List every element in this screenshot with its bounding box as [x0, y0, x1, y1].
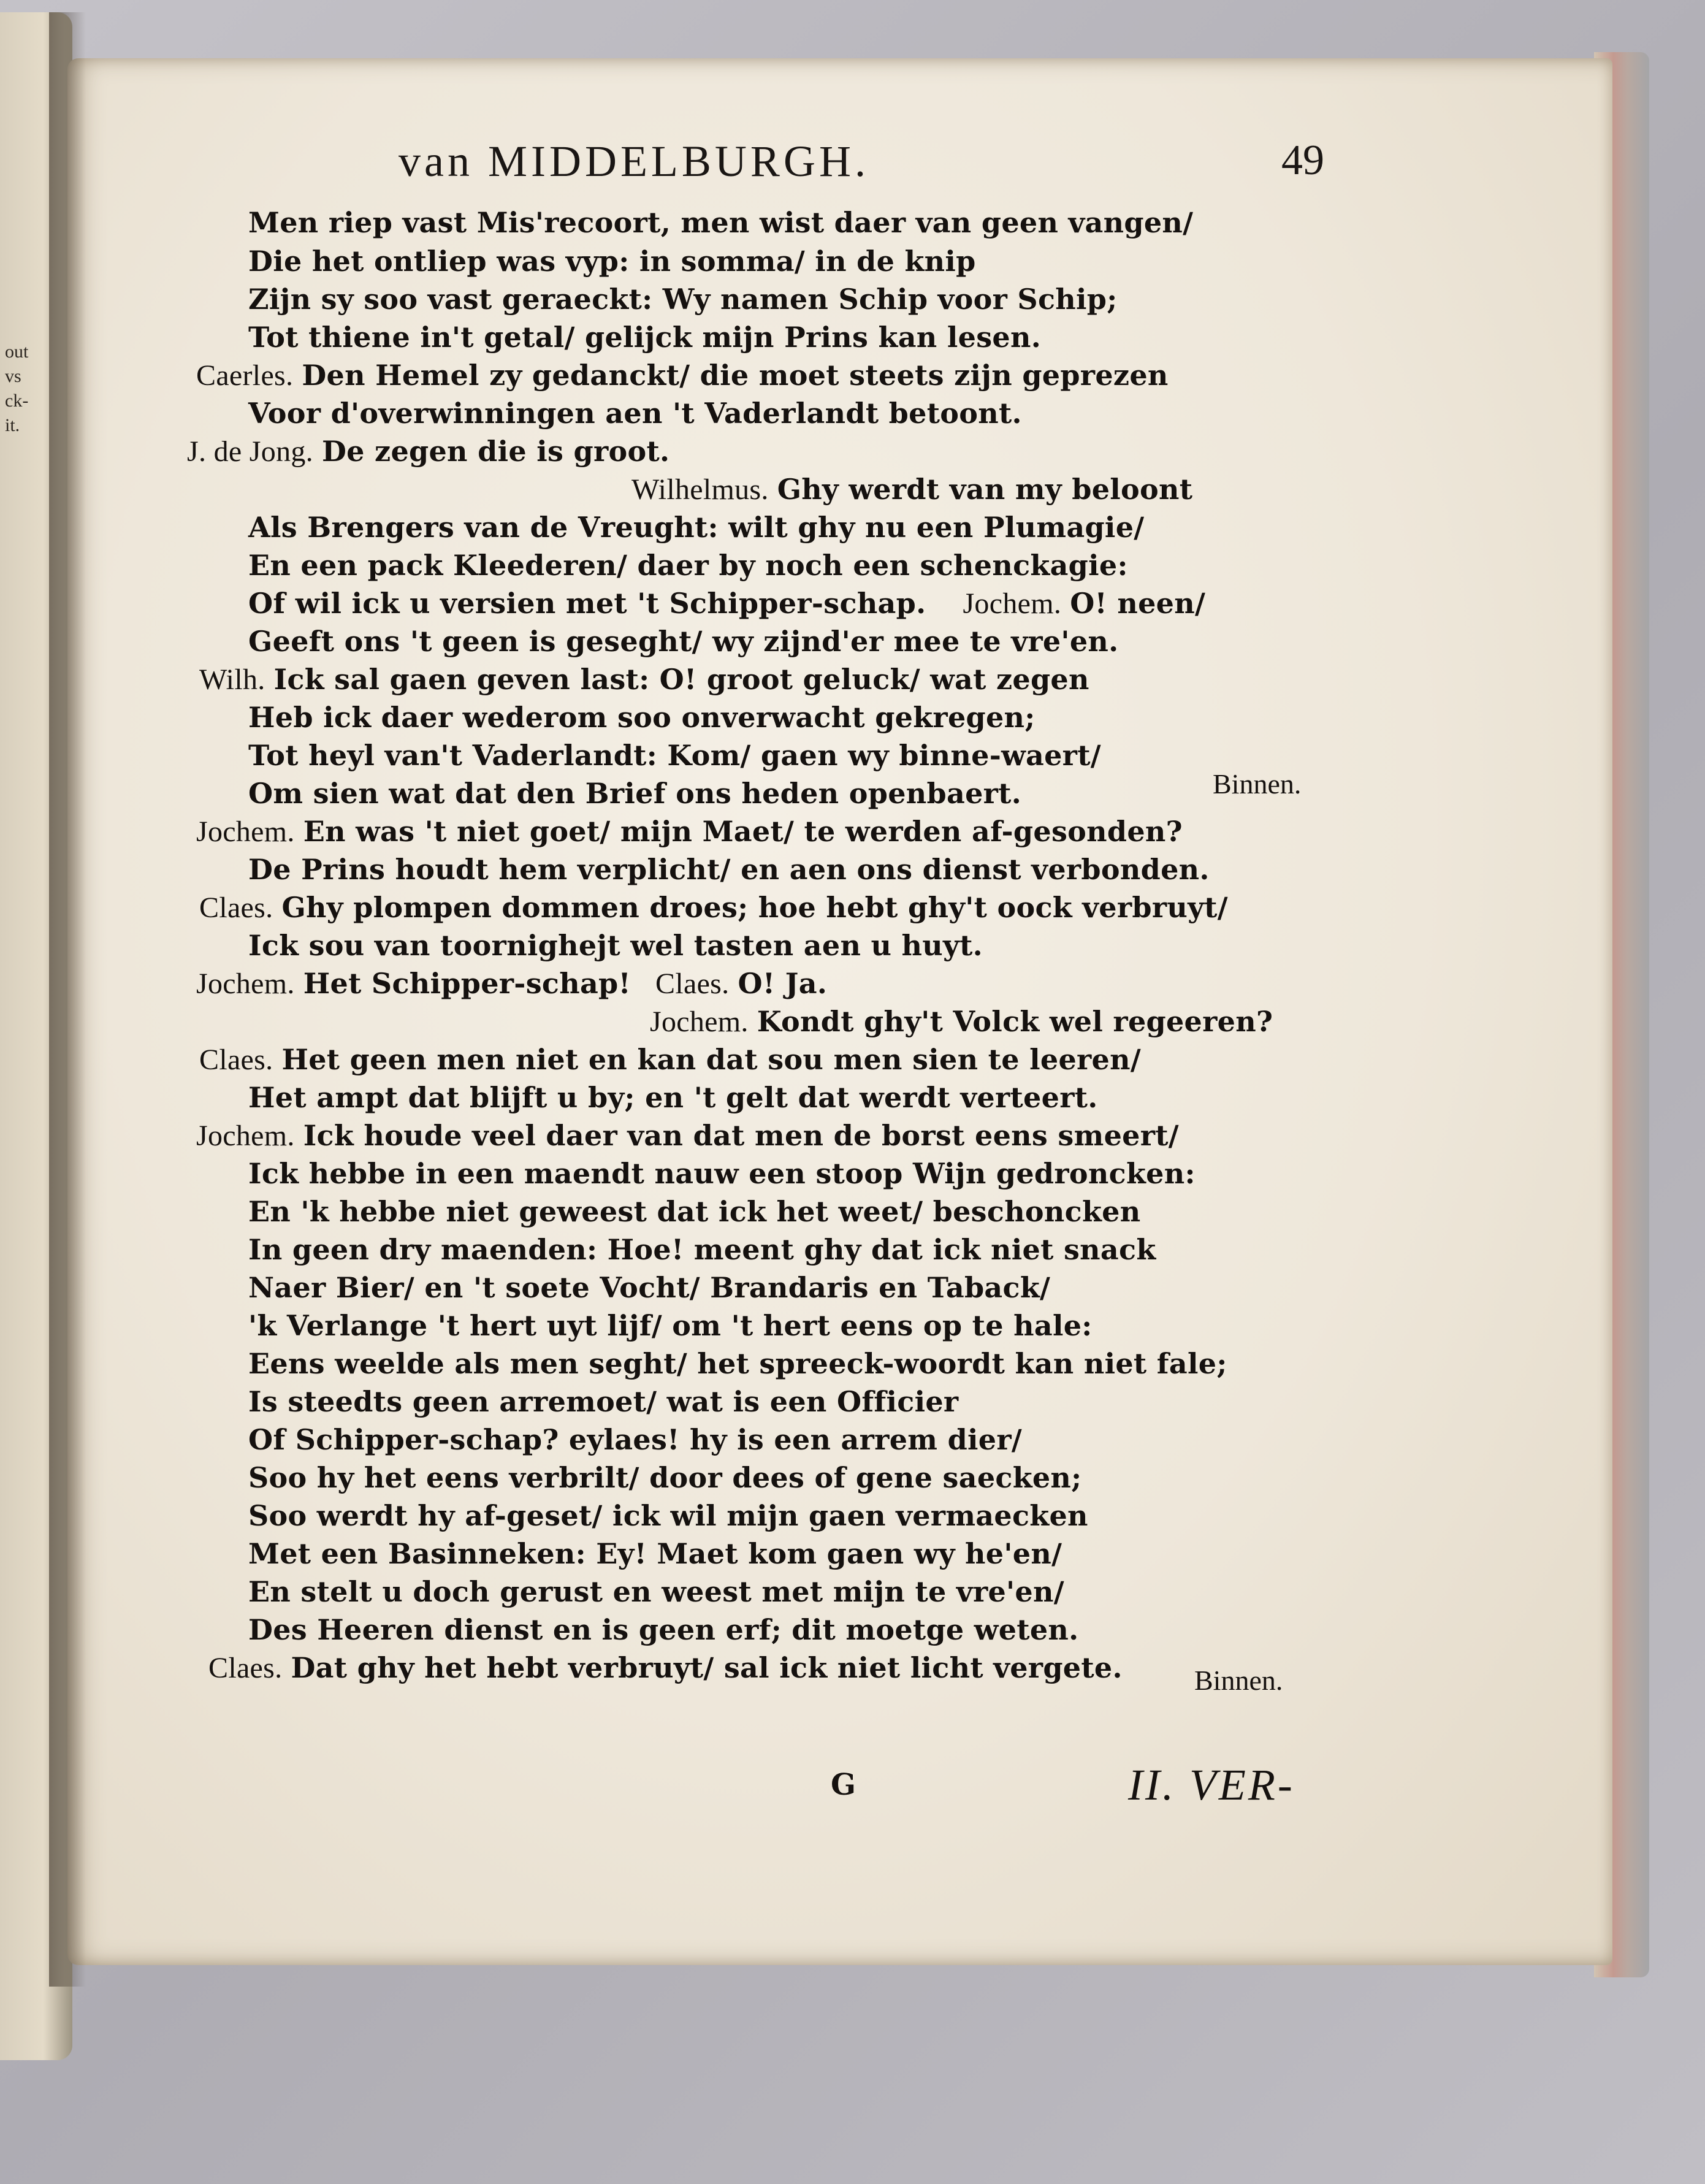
speaker-name: Wilhelmus.	[631, 473, 769, 506]
verse-line-text: O! Ja.	[738, 967, 828, 1000]
verse-line	[248, 1613, 1078, 1647]
verse-line	[248, 1384, 958, 1419]
verse-line	[248, 1537, 1062, 1571]
verse-line	[196, 358, 1169, 393]
verse-line	[196, 966, 827, 1001]
speaker-name: Claes.	[655, 968, 730, 1000]
verse-line-text: Met een Basinneken: Ey! Maet kom gaen wy he'en/	[248, 1537, 1062, 1570]
speaker-name: Jochem.	[650, 1006, 749, 1038]
verse-line	[248, 852, 1210, 887]
verse-line	[631, 472, 1192, 507]
verse-line-text: De Prins houdt hem verplicht/ en aen ons dienst verbonden.	[248, 853, 1210, 886]
verse-line-text: Om sien wat dat den Brief ons heden openbaert.	[248, 777, 1022, 810]
verse-line	[199, 662, 1089, 697]
verse-line-text: O! neen/	[1070, 587, 1206, 620]
verse-line	[208, 1651, 1123, 1686]
verse-line-text: Die het ontliep was vyp: in somma/ in de knip	[248, 245, 976, 278]
verse-line	[248, 282, 1118, 316]
stage-direction: Binnen.	[1213, 768, 1302, 800]
verse-line-text: En stelt u doch gerust en weest met mijn te vre'en/	[248, 1575, 1064, 1608]
speaker-name: Claes.	[199, 1044, 273, 1076]
verse-line-text: Tot thiene in't getal/ gelijck mijn Prins kan lesen.	[248, 321, 1042, 354]
verse-line	[650, 1004, 1273, 1039]
verse-line	[248, 700, 1036, 735]
verse-line-text: Ick sou van toornighejt wel tasten aen u huyt.	[248, 929, 983, 962]
facing-page-fragment: it.	[5, 415, 20, 435]
verse-line	[248, 1575, 1064, 1609]
verse-line-text: Dat ghy het hebt verbruyt/ sal ick niet licht vergete.	[291, 1651, 1123, 1684]
signature-mark: G	[831, 1768, 856, 1802]
verse-line-text: In geen dry maenden: Hoe! meent ghy dat ick niet snack	[248, 1233, 1156, 1266]
catchword: II. VER-	[1128, 1760, 1295, 1809]
verse-line-text: Men riep vast Mis'recoort, men wist daer van geen vangen/	[248, 206, 1194, 239]
speaker-name: Claes.	[199, 892, 273, 924]
verse-line-text: De zegen die is groot.	[321, 435, 670, 468]
verse-line	[199, 890, 1228, 925]
verse-line	[248, 624, 1118, 659]
verse-line	[248, 1270, 1050, 1305]
facing-page-fragment: out	[5, 342, 29, 362]
verse-line-text: Tot heyl van't Vaderlandt: Kom/ gaen wy binne-waert/	[248, 739, 1101, 772]
verse-line-text: Het Schipper-schap!	[303, 967, 631, 1000]
verse-line	[199, 1042, 1141, 1077]
speaker-name: Jochem.	[196, 968, 295, 1000]
verse-line-text: Of wil ick u versien met 't Schipper-schap.	[248, 587, 926, 620]
speaker-name: Claes.	[208, 1652, 283, 1684]
speaker-name: J. de Jong.	[187, 435, 313, 468]
verse-line	[248, 1194, 1140, 1229]
verse-line	[196, 1118, 1179, 1153]
verse-line-text: Eens weelde als men seght/ het spreeck-woordt kan niet fale;	[248, 1347, 1227, 1380]
verse-line-text: Ick hebbe in een maendt nauw een stoop Wijn gedroncken:	[248, 1157, 1196, 1190]
verse-line-text: Of Schipper-schap? eylaes! hy is een arrem dier/	[248, 1423, 1023, 1456]
verse-line	[248, 1346, 1227, 1381]
verse-line-text: Als Brengers van de Vreught: wilt ghy nu een Plumagie/	[248, 511, 1145, 544]
running-title: van MIDDELBURGH.	[399, 137, 869, 186]
verse-line-text: Geeft ons 't geen is geseght/ wy zijnd'er mee te vre'en.	[248, 625, 1119, 658]
verse-line	[248, 396, 1022, 430]
verse-line-text: Is steedts geen arremoet/ wat is een Officier	[248, 1385, 959, 1418]
verse-line-text: En was 't niet goet/ mijn Maet/ te werden af-gesonden?	[303, 815, 1183, 848]
verse-line	[248, 586, 1205, 621]
verse-line	[248, 776, 1021, 811]
page-number: 49	[1281, 137, 1324, 184]
verse-line-text: En een pack Kleederen/ daer by noch een schenckagie:	[248, 549, 1128, 582]
verse-line	[248, 510, 1144, 544]
verse-line	[248, 244, 976, 278]
verse-line-text: Soo hy het eens verbrilt/ door dees of gene saecken;	[248, 1461, 1082, 1494]
verse-line-text: 'k Verlange 't hert uyt lijf/ om 't hert eens op te hale:	[248, 1309, 1093, 1342]
verse-line-text: Den Hemel zy gedanckt/ die moet steets zijn geprezen	[302, 359, 1169, 392]
verse-line-text: Het geen men niet en kan dat sou men sien te leeren/	[281, 1043, 1141, 1076]
stage-direction: Binnen.	[1194, 1665, 1283, 1696]
verse-line	[248, 320, 1041, 354]
verse-line	[248, 205, 1193, 240]
verse-line	[248, 738, 1101, 773]
verse-line-text: Voor d'overwinningen aen 't Vaderlandt betoont.	[248, 397, 1022, 430]
verse-line	[248, 1422, 1022, 1457]
verse-line	[248, 928, 983, 963]
verse-line-text: Des Heeren dienst en is geen erf; dit moetge weten.	[248, 1613, 1079, 1646]
verse-line-text: Ghy plompen dommen droes; hoe hebt ghy't oock verbruyt/	[281, 891, 1228, 924]
verse-line-text: Naer Bier/ en 't soete Vocht/ Brandaris en Taback/	[248, 1271, 1051, 1304]
speaker-name: Caerles.	[196, 359, 294, 392]
verse-line-text: Zijn sy soo vast geraeckt: Wy namen Schip voor Schip;	[248, 283, 1118, 316]
verse-line	[248, 1308, 1093, 1343]
verse-line-text: Soo werdt hy af-geset/ ick wil mijn gaen vermaecken	[248, 1499, 1088, 1532]
verse-line	[248, 1499, 1088, 1533]
verse-line	[187, 434, 669, 469]
facing-page-fragment: vs	[5, 366, 21, 386]
verse-line-text: Ghy werdt van my beloont	[777, 473, 1193, 506]
verse-line-text: Ick houde veel daer van dat men de borst eens smeert/	[303, 1119, 1179, 1152]
verse-line	[248, 1156, 1196, 1191]
verse-line-text: Heb ick daer wederom soo onverwacht gekregen;	[248, 701, 1036, 734]
verse-line	[248, 1232, 1156, 1267]
facing-page-fragment: ck-	[5, 391, 29, 411]
speaker-name: Jochem.	[196, 815, 295, 848]
verse-line	[248, 548, 1128, 582]
speaker-name: Wilh.	[199, 663, 265, 696]
verse-line-text: En 'k hebbe niet geweest dat ick het weet/ beschoncken	[248, 1195, 1141, 1228]
verse-line	[196, 814, 1183, 849]
speaker-name: Jochem.	[963, 587, 1062, 620]
verse-line	[248, 1460, 1081, 1495]
verse-line	[248, 1080, 1098, 1115]
verse-line-text: Het ampt dat blijft u by; en 't gelt dat werdt verteert.	[248, 1081, 1098, 1114]
verse-line-text: Kondt ghy't Volck wel regeeren?	[757, 1005, 1273, 1038]
speaker-name: Jochem.	[196, 1120, 295, 1152]
verse-line-text: Ick sal gaen geven last: O! groot geluck/ wat zegen	[273, 663, 1089, 696]
